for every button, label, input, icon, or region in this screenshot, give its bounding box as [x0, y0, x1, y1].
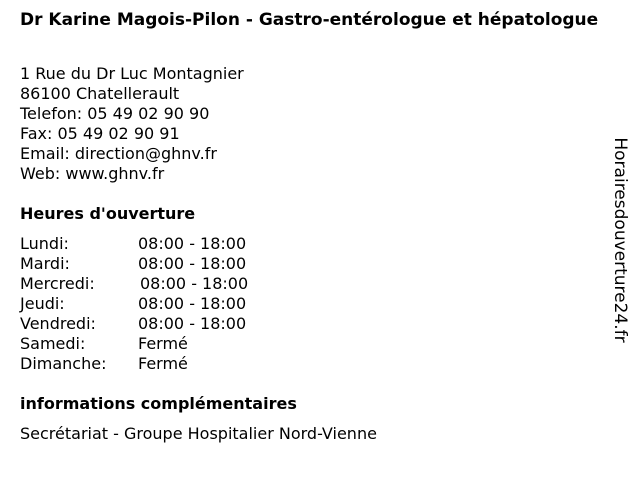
time-value: 08:00 - 18:00	[138, 294, 247, 313]
time-value: 08:00 - 18:00	[138, 234, 247, 253]
contact-block	[20, 64, 244, 184]
day-label: Mercredi:	[20, 274, 95, 293]
site-watermark	[600, 135, 640, 345]
hours-heading: Heures d'ouverture	[20, 204, 196, 223]
time-value: 08:00 - 18:00	[138, 314, 247, 333]
info-heading: informations complémentaires	[20, 394, 297, 413]
day-label: Mardi:	[20, 254, 70, 273]
fax-number: Fax: 05 49 02 90 91	[20, 124, 180, 143]
time-value: 08:00 - 18:00	[138, 254, 247, 273]
phone-number: Telefon: 05 49 02 90 90	[20, 104, 210, 123]
website: Web: www.ghnv.fr	[20, 164, 165, 183]
day-label: Jeudi:	[20, 294, 65, 313]
time-value: Fermé	[138, 354, 188, 373]
time-value: 08:00 - 18:00	[140, 274, 249, 293]
info-text: Secrétariat - Groupe Hospitalier Nord-Vienne	[20, 424, 377, 443]
time-value: Fermé	[138, 334, 188, 353]
day-label: Samedi:	[20, 334, 86, 353]
day-label: Lundi:	[20, 234, 69, 253]
day-label: Vendredi:	[20, 314, 96, 333]
city-postal: 86100 Chatellerault	[20, 84, 180, 103]
watermark-text: Horairesdouverture24.fr	[610, 137, 630, 343]
email-address: Email: direction@ghnv.fr	[20, 144, 217, 163]
page-title: Dr Karine Magois-Pilon - Gastro-entérologue et hépatologue	[20, 10, 599, 30]
street-address: 1 Rue du Dr Luc Montagnier	[20, 64, 244, 83]
day-label: Dimanche:	[20, 354, 107, 373]
